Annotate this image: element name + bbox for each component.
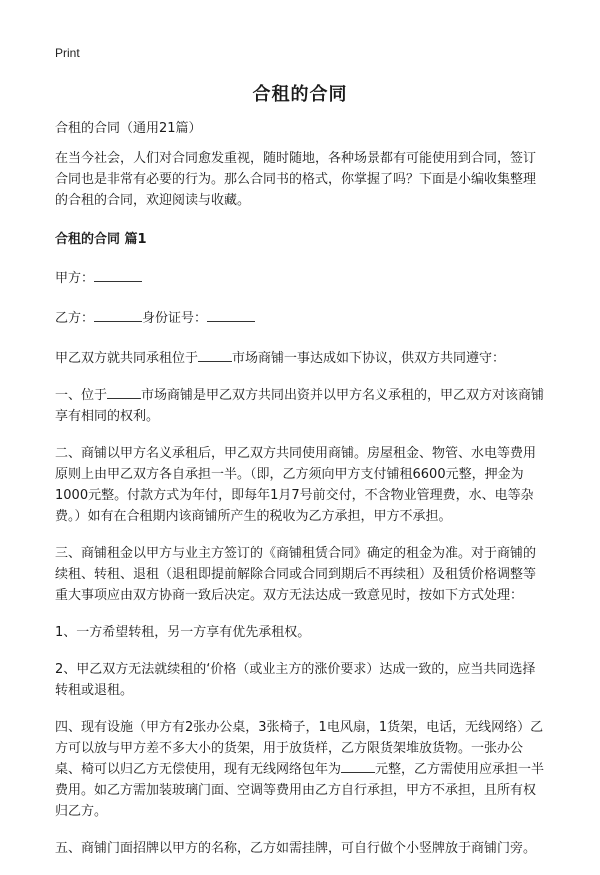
clause-3-item-1: 1、一方希望转租，另一方享有优先承租权。 [55,625,311,640]
clause-2: 二、商铺以甲方名义承租后，甲乙双方共同使用商铺。房屋租金、物管、水电等费用原则上由甲乙双方各自承担一半。（即，乙方须向甲方支付铺租6600元整，押金为1000元整。付款方式为年付，即每年1月7号前交付，不含物业管理费，水、电等杂费。）如有在合租期内该商铺所产生的税收为乙方承担，甲方不承担。 [55,446,537,524]
network-fee-blank [341,759,375,773]
section-heading: 合租的合同 篇1 [55,232,147,247]
party-a-blank [94,268,142,282]
clause-1-blank [107,385,141,399]
party-a-label: 甲方： [55,271,95,286]
clause-4 [55,717,547,822]
id-number-label: 身份证号： [142,311,208,326]
party-a-line [55,268,547,289]
clause-5: 五、商铺门面招牌以甲方的名称，乙方如需挂牌，可自行做个小竖牌放于商铺门旁。 [55,841,537,856]
clause-4-text-before: 四、现有设施（甲方有2张办公桌，3张椅子，1电风扇，1货架，电话，无线网络）乙方可以放与甲方差不多大小的货架，用于放货样，乙方限货架堆放货物。一张办公桌、椅可以归乙方无偿使用，现有无线网络包年为 [55,720,544,777]
party-b-label: 乙方： [55,311,95,326]
location-blank [198,348,232,362]
clause-4-text-after: 元整，乙方需使用应承担一半费用。如乙方需加装玻璃门面、空调等费用由乙方自行承担，甲方不承担，且所有权归乙方。 [55,762,545,819]
document-title: 合租的合同 [252,84,348,105]
print-link[interactable]: Print [55,46,80,60]
document-body [55,118,547,875]
clause-3-item-2: 2、甲乙双方无法就续租的‘价格（或业主方的涨价要求）达成一致的，应当共同选择转租或退租。 [55,662,536,698]
party-b-blank [94,308,142,322]
agreement-text-after: 市场商铺一事达成如下协议，供双方共同遵守： [232,351,506,366]
clause-1-text-before: 一、位于 [55,388,108,403]
clause-1-text-after: 市场商铺是甲乙双方共同出资并以甲方名义承租的，甲乙双方对该商铺享有相同的权利。 [55,388,545,424]
clause-1 [55,385,547,427]
party-b-line [55,308,547,329]
intro-paragraph: 在当今社会，人们对合同愈发重视，随时随地，各种场景都有可能使用到合同，签订合同也是非常有必要的行为。那么合同书的格式，你掌握了吗？下面是小编收集整理的合租的合同，欢迎阅读与收藏。 [55,151,537,208]
clause-3: 三、商铺租金以甲方与业主方签订的《商铺租赁合同》确定的租金为准。对于商铺的续租、转租、退租（退租即提前解除合同或合同到期后不再续租）及租赁价格调整等重大事项应由双方协商一致后决定。双方无法达成一致意见时，按如下方式处理： [55,546,537,603]
agreement-paragraph [55,348,547,369]
id-number-blank [207,308,255,322]
agreement-text-before: 甲乙双方就共同承租位于 [55,351,199,366]
document-subtitle: 合租的合同（通用21篇） [55,121,202,136]
